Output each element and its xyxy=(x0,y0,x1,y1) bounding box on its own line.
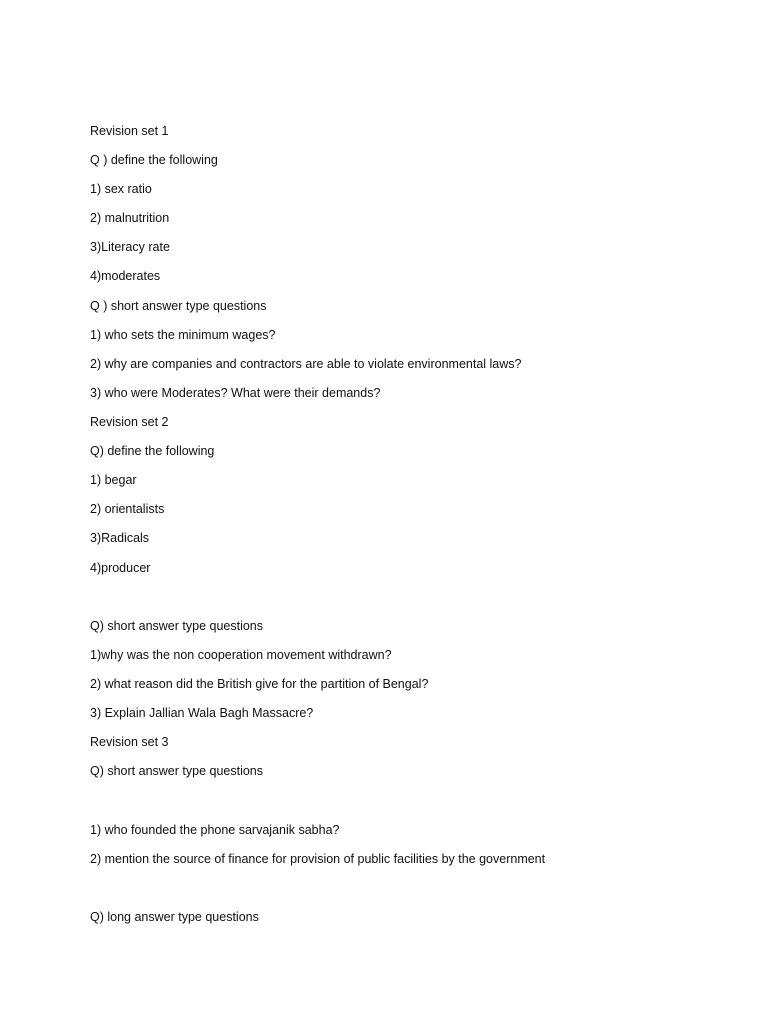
list-item: 2) malnutrition xyxy=(90,211,170,225)
list-item: 4)producer xyxy=(90,561,151,575)
set3-long-answer-prompt: Q) long answer type questions xyxy=(90,910,259,924)
list-item: 1) begar xyxy=(90,473,137,487)
set1-heading: Revision set 1 xyxy=(90,124,169,138)
list-item: 4)moderates xyxy=(90,269,161,283)
set2-heading: Revision set 2 xyxy=(90,415,169,429)
set3-heading: Revision set 3 xyxy=(90,735,169,749)
list-item: 1) who founded the phone sarvajanik sabha? xyxy=(90,823,340,837)
list-item: 1) who sets the minimum wages? xyxy=(90,328,276,342)
list-item: 3) who were Moderates? What were their demands? xyxy=(90,386,381,400)
list-item: 3)Literacy rate xyxy=(90,240,170,254)
list-item: 3) Explain Jallian Wala Bagh Massacre? xyxy=(90,706,314,720)
list-item: 1)why was the non cooperation movement withdrawn? xyxy=(90,648,392,662)
list-item: 2) why are companies and contractors are able to violate environmental laws? xyxy=(90,357,522,371)
set2-define-prompt: Q) define the following xyxy=(90,444,215,458)
list-item: 2) mention the source of finance for provision of public facilities by the government xyxy=(90,852,546,866)
set1-define-prompt: Q ) define the following xyxy=(90,153,218,167)
set1-short-answer-prompt: Q ) short answer type questions xyxy=(90,299,267,313)
list-item: 2) what reason did the British give for the partition of Bengal? xyxy=(90,677,429,691)
list-item: 3)Radicals xyxy=(90,531,150,545)
list-item: 1) sex ratio xyxy=(90,182,152,196)
list-item: 2) orientalists xyxy=(90,502,165,516)
set2-short-answer-prompt: Q) short answer type questions xyxy=(90,619,263,633)
set3-short-answer-prompt: Q) short answer type questions xyxy=(90,764,263,778)
